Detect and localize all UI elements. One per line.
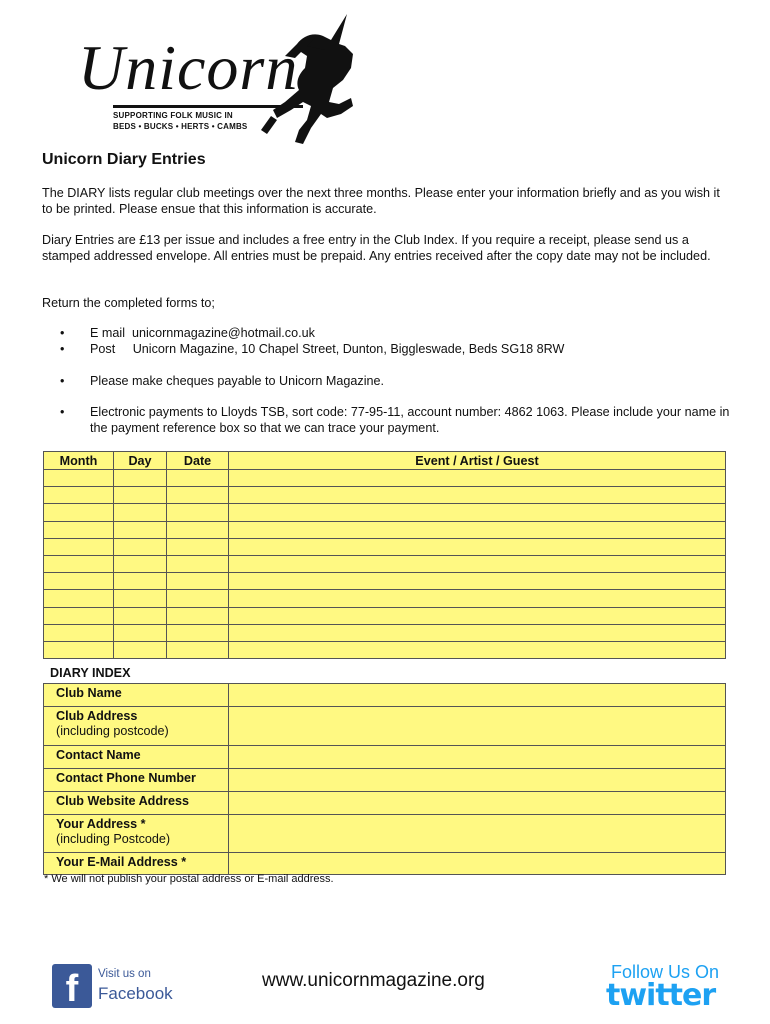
index-label-text: Club Address (56, 709, 138, 723)
month-cell[interactable] (44, 590, 114, 607)
event-cell[interactable] (229, 590, 726, 607)
cheque-bullet (60, 373, 732, 389)
month-cell[interactable] (44, 624, 114, 641)
date-cell[interactable] (167, 487, 229, 504)
index-row-your-email (44, 853, 726, 875)
bullet-cheques-text: Please make cheques payable to Unicorn Magazine. (90, 374, 385, 388)
event-cell[interactable] (229, 538, 726, 555)
event-row (44, 573, 726, 590)
bullet-dot: • (60, 405, 65, 419)
date-cell[interactable] (167, 470, 229, 487)
day-cell[interactable] (114, 555, 167, 572)
event-cell[interactable] (229, 573, 726, 590)
month-cell[interactable] (44, 607, 114, 624)
date-cell[interactable] (167, 590, 229, 607)
day-cell[interactable] (114, 470, 167, 487)
date-cell[interactable] (167, 607, 229, 624)
header-event: Event / Artist / Guest (229, 452, 726, 470)
index-label (44, 746, 229, 769)
your-address-field[interactable] (229, 815, 726, 853)
club-website-field[interactable] (229, 792, 726, 815)
bullet-dot: • (60, 374, 65, 388)
index-label-text: Contact Phone Number (56, 771, 196, 785)
twitter-follow-text[interactable]: Follow Us On (611, 962, 720, 982)
index-row-club-name (44, 684, 726, 707)
index-row-contact-name (44, 746, 726, 769)
day-cell[interactable] (114, 504, 167, 521)
unicorn-horse-icon (255, 10, 365, 150)
date-cell[interactable] (167, 573, 229, 590)
event-row (44, 470, 726, 487)
event-row (44, 641, 726, 658)
day-cell[interactable] (114, 538, 167, 555)
day-cell[interactable] (114, 590, 167, 607)
bullet-dot: • (60, 326, 65, 340)
facebook-visit-text: Visit us on (98, 968, 151, 980)
event-row (44, 624, 726, 641)
month-cell[interactable] (44, 555, 114, 572)
event-cell[interactable] (229, 624, 726, 641)
day-cell[interactable] (114, 487, 167, 504)
index-label-text: Club Website Address (56, 794, 189, 808)
day-cell[interactable] (114, 573, 167, 590)
event-row (44, 590, 726, 607)
event-row (44, 504, 726, 521)
month-cell[interactable] (44, 521, 114, 538)
day-cell[interactable] (114, 607, 167, 624)
header-date: Date (167, 452, 229, 470)
index-label (44, 815, 229, 853)
event-cell[interactable] (229, 487, 726, 504)
electronic-bullet (60, 404, 732, 436)
event-row (44, 538, 726, 555)
index-label-text: Your E-Mail Address * (56, 855, 187, 869)
privacy-footnote: * We will not publish your postal address or E-mail address. (44, 873, 334, 885)
facebook-link[interactable] (52, 964, 186, 1010)
facebook-icon: f (52, 964, 92, 1008)
bullet-electronic (60, 404, 732, 436)
day-cell[interactable] (114, 521, 167, 538)
event-cell[interactable] (229, 521, 726, 538)
index-label (44, 853, 229, 875)
month-cell[interactable] (44, 504, 114, 521)
index-label-subtext: (including Postcode) (56, 832, 171, 846)
date-cell[interactable] (167, 624, 229, 641)
event-cell[interactable] (229, 641, 726, 658)
month-cell[interactable] (44, 573, 114, 590)
index-label-subtext: (including postcode) (56, 724, 169, 738)
bullet-dot: • (60, 342, 65, 356)
header-day: Day (114, 452, 167, 470)
club-name-field[interactable] (229, 684, 726, 707)
index-row-your-address (44, 815, 726, 853)
index-label (44, 769, 229, 792)
event-cell[interactable] (229, 607, 726, 624)
pricing-paragraph: Diary Entries are £13 per issue and includes a free entry in the Club Index. If you require a receipt, please send us a stamped addressed envelope. All entries must be prepaid. Any entries received after the copy date may not be included. (42, 233, 711, 263)
bullet-post-text: Post Unicorn Magazine, 10 Chapel Street, Dunton, Biggleswade, Beds SG18 8RW (90, 342, 565, 356)
contact-phone-field[interactable] (229, 769, 726, 792)
twitter-logo-text[interactable]: twitter (606, 978, 716, 1013)
website-url[interactable]: www.unicornmagazine.org (262, 970, 485, 991)
month-cell[interactable] (44, 538, 114, 555)
bullet-electronic-text: Electronic payments to Lloyds TSB, sort code: 77-95-11, account number: 4862 1063. Please include your name in the payment reference box so that we can trace your payment. (90, 405, 730, 435)
date-cell[interactable] (167, 521, 229, 538)
event-row (44, 487, 726, 504)
club-address-field[interactable] (229, 707, 726, 746)
month-cell[interactable] (44, 487, 114, 504)
event-cell[interactable] (229, 555, 726, 572)
index-row-club-address (44, 707, 726, 746)
logo-tagline-line-2: BEDS • BUCKS • HERTS • CAMBS (113, 122, 248, 131)
header-month: Month (44, 452, 114, 470)
bullet-post (60, 341, 732, 357)
event-row (44, 521, 726, 538)
contact-bullets (60, 325, 732, 357)
index-row-club-website (44, 792, 726, 815)
index-label (44, 707, 229, 746)
month-cell[interactable] (44, 470, 114, 487)
bullet-cheques (60, 373, 732, 389)
month-cell[interactable] (44, 641, 114, 658)
logo-wordmark: Unicorn (78, 32, 299, 103)
event-table (43, 451, 726, 659)
event-table-header-row (44, 452, 726, 470)
index-row-contact-phone (44, 769, 726, 792)
return-line: Return the completed forms to; (42, 296, 215, 310)
day-cell[interactable] (114, 624, 167, 641)
event-row (44, 607, 726, 624)
event-row (44, 555, 726, 572)
date-cell[interactable] (167, 538, 229, 555)
index-label-text: Contact Name (56, 748, 141, 762)
event-cell[interactable] (229, 504, 726, 521)
logo-tagline-line-1: SUPPORTING FOLK MUSIC IN (113, 111, 233, 120)
date-cell[interactable] (167, 641, 229, 658)
facebook-name: Facebook (98, 984, 173, 1003)
unicorn-logo (40, 10, 340, 150)
bullet-email-text: E mail unicornmagazine@hotmail.co.uk (90, 326, 315, 340)
index-label (44, 792, 229, 815)
contact-name-field[interactable] (229, 746, 726, 769)
intro-paragraph: The DIARY lists regular club meetings over the next three months. Please enter your information briefly and as you wish it to be printed. Please ensue that this information is accurate. (42, 186, 720, 216)
index-label-text: Your Address * (56, 817, 146, 831)
your-email-field[interactable] (229, 853, 726, 875)
page-title: Unicorn Diary Entries (42, 151, 206, 168)
bullet-email (60, 325, 732, 341)
date-cell[interactable] (167, 504, 229, 521)
day-cell[interactable] (114, 641, 167, 658)
date-cell[interactable] (167, 555, 229, 572)
diary-index-table (43, 683, 726, 875)
event-cell[interactable] (229, 470, 726, 487)
diary-index-title: DIARY INDEX (50, 666, 131, 680)
index-label (44, 684, 229, 707)
index-label-text: Club Name (56, 686, 122, 700)
